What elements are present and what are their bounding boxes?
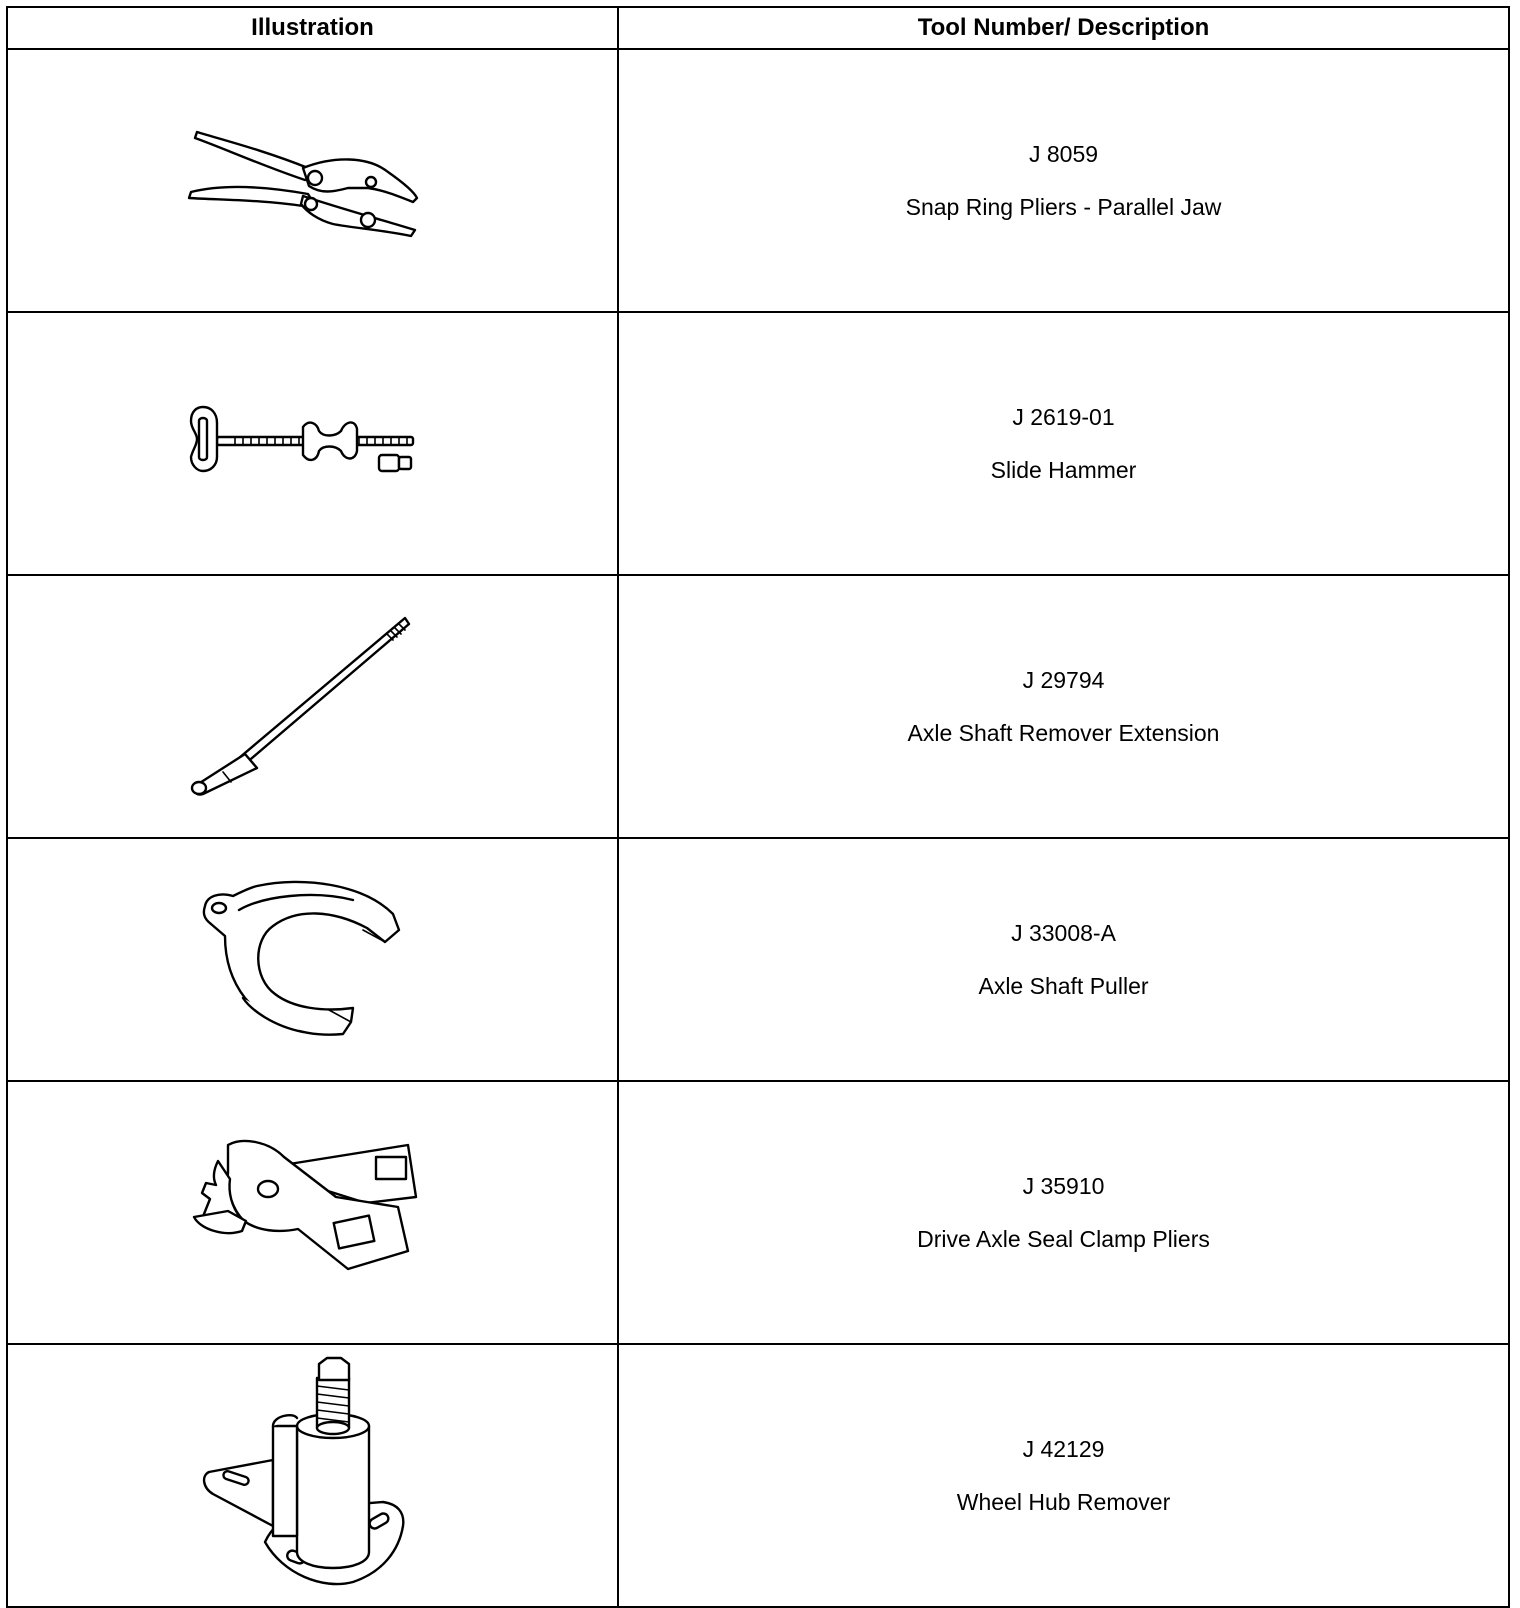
- tool-description: Snap Ring Pliers - Parallel Jaw: [905, 193, 1222, 220]
- tool-cell: [618, 49, 1509, 312]
- tool-description-header: Tool Number/ Description: [618, 7, 1509, 49]
- illustration-cell: [7, 49, 618, 312]
- illustration-cell: [7, 575, 618, 838]
- table-row: [7, 1344, 1509, 1607]
- illustration-cell: [7, 1081, 618, 1344]
- tool-description: Axle Shaft Puller: [978, 972, 1149, 999]
- tool-description: Wheel Hub Remover: [956, 1488, 1171, 1515]
- snap-ring-pliers-icon: [183, 116, 443, 246]
- seal-clamp-pliers-icon: [188, 1133, 438, 1293]
- axle-shaft-remover-extension-icon: [183, 612, 443, 802]
- illustration-cell: [7, 312, 618, 575]
- table-row: [7, 49, 1509, 312]
- tool-cell: [618, 312, 1509, 575]
- header-row: [7, 7, 1509, 49]
- table-row: [7, 312, 1509, 575]
- illustration-header: Illustration: [7, 7, 618, 49]
- tool-number: J 33008-A: [1011, 919, 1116, 946]
- tool-number: J 8059: [1028, 140, 1099, 167]
- tool-number: J 2619-01: [1012, 403, 1115, 430]
- tool-description: Slide Hammer: [990, 456, 1137, 483]
- illustration-cell: [7, 838, 618, 1081]
- table-row: [7, 838, 1509, 1081]
- tool-description: Drive Axle Seal Clamp Pliers: [917, 1225, 1210, 1252]
- tool-number: J 42129: [1022, 1435, 1105, 1462]
- tool-cell: [618, 575, 1509, 838]
- tool-number: J 35910: [1022, 1172, 1105, 1199]
- tool-cell: [618, 1344, 1509, 1607]
- table-row: [7, 575, 1509, 838]
- illustration-cell: [7, 1344, 618, 1607]
- axle-shaft-puller-icon: [193, 870, 433, 1050]
- tool-number: J 29794: [1022, 666, 1105, 693]
- slide-hammer-icon: [183, 399, 443, 489]
- tool-description: Axle Shaft Remover Extension: [907, 719, 1220, 746]
- tool-cell: [618, 1081, 1509, 1344]
- tool-cell: [618, 838, 1509, 1081]
- special-tools-table: [6, 6, 1510, 1608]
- wheel-hub-remover-icon: [193, 1356, 433, 1596]
- table-row: [7, 1081, 1509, 1344]
